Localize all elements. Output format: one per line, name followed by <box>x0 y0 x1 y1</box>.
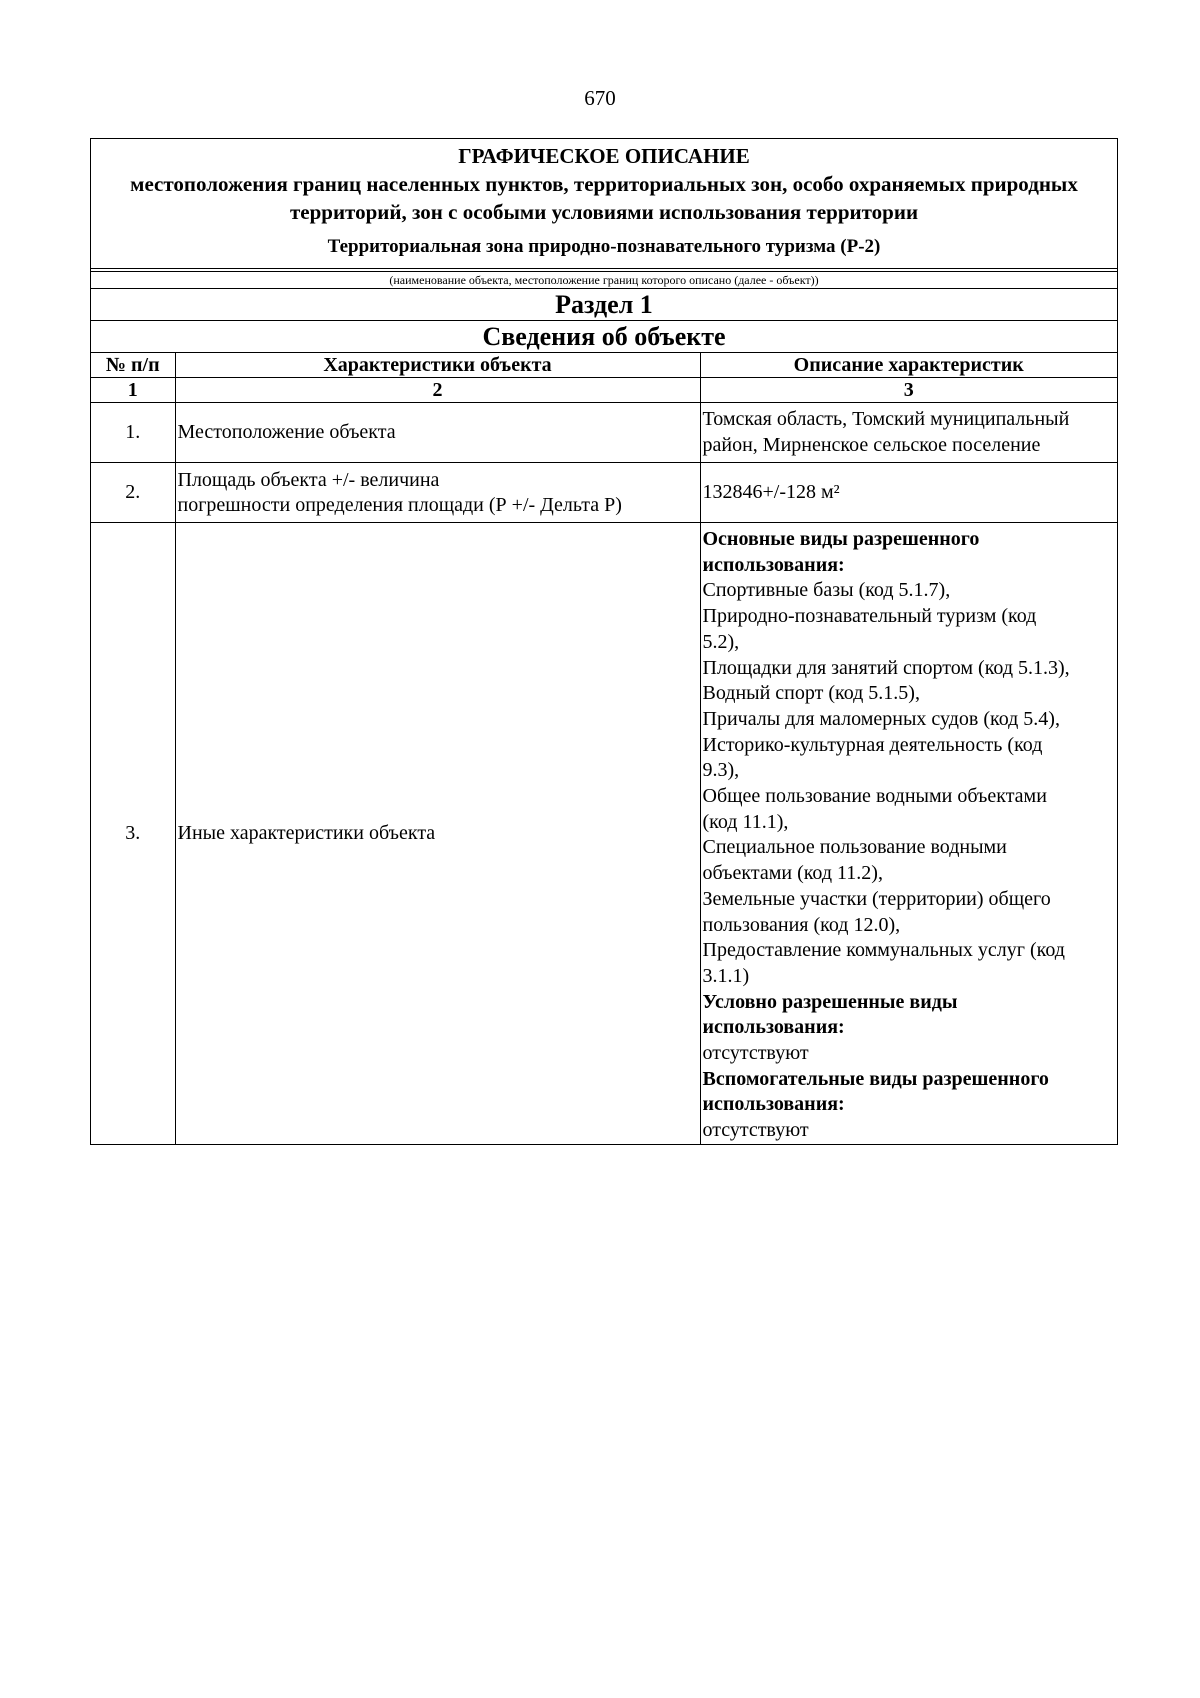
row-description: 132846+/-128 м² <box>700 463 1117 523</box>
description-line: Предоставление коммунальных услуг (код <box>702 939 1065 962</box>
description-line: Площадки для занятий спортом (код 5.1.3), <box>702 656 1070 679</box>
row-number: 3. <box>91 523 175 1144</box>
description-line: отсутствуют <box>702 1119 809 1142</box>
description-heading: использования: <box>702 553 845 576</box>
description-heading: использования: <box>702 1016 845 1039</box>
page-number: 670 <box>584 86 616 110</box>
section-subtitle: Сведения об объекте <box>91 321 1117 353</box>
object-name: Территориальная зона природно-познавательного туризма (Р-2) <box>327 236 881 257</box>
description-line: 9.3), <box>702 759 740 782</box>
row-characteristic: Местоположение объекта <box>175 403 700 463</box>
description-line: пользования (код 12.0), <box>702 913 901 936</box>
description-heading: использования: <box>702 1093 845 1116</box>
header-description: Описание характеристик <box>700 353 1117 378</box>
table-header-row <box>91 353 1117 378</box>
document-header <box>91 139 1117 269</box>
description-line: Спортивные базы (код 5.1.7), <box>702 579 951 602</box>
header-characteristic: Характеристики объекта <box>175 353 700 378</box>
description-line: Историко-культурная деятельность (код <box>702 733 1043 756</box>
column-number-3: 3 <box>700 378 1117 403</box>
object-caption: (наименование объекта, местоположение границ которого описано (далее - объект)) <box>91 271 1117 289</box>
table-row <box>91 523 1117 1144</box>
document-subtitle: местоположения границ населенных пунктов, территориальных зон, особо охраняемых природных территорий, зон с особыми условиями использования территории <box>130 172 1078 224</box>
section-title: Раздел 1 <box>91 289 1117 321</box>
description-heading: Условно разрешенные виды <box>702 990 958 1013</box>
description-line: Томская область, Томский муниципальный <box>702 407 1070 430</box>
table-row <box>91 463 1117 523</box>
description-line: Причалы для маломерных судов (код 5.4), <box>702 707 1060 730</box>
description-line: (код 11.1), <box>702 810 789 833</box>
description-line: Природно-познавательный туризм (код <box>702 605 1037 628</box>
description-line: Водный спорт (код 5.1.5), <box>702 682 920 705</box>
characteristic-line: Площадь объекта +/- величина <box>177 468 440 491</box>
description-line: район, Мирненское сельское поселение <box>702 433 1041 456</box>
document-frame <box>90 138 1118 1145</box>
row-number: 1. <box>91 403 175 463</box>
column-number-1: 1 <box>91 378 175 403</box>
document-title: ГРАФИЧЕСКОЕ ОПИСАНИЕ <box>458 144 750 168</box>
row-description <box>700 523 1117 1144</box>
object-info-table <box>91 353 1117 1144</box>
description-line: Специальное пользование водными <box>702 836 1007 859</box>
row-characteristic: Иные характеристики объекта <box>175 523 700 1144</box>
column-number-row <box>91 378 1117 403</box>
description-line: отсутствуют <box>702 1042 809 1065</box>
column-number-2: 2 <box>175 378 700 403</box>
description-line: 3.1.1) <box>702 964 750 987</box>
table-row <box>91 403 1117 463</box>
description-heading: Основные виды разрешенного <box>702 528 980 550</box>
description-line: 5.2), <box>702 630 740 653</box>
description-line: объектами (код 11.2), <box>702 862 883 885</box>
row-number: 2. <box>91 463 175 523</box>
header-number: № п/п <box>91 353 175 378</box>
description-line: Общее пользование водными объектами <box>702 785 1047 808</box>
characteristic-line: погрешности определения площади (Р +/- Дельта Р) <box>177 493 622 516</box>
description-heading: Вспомогательные виды разрешенного <box>702 1067 1049 1090</box>
row-description <box>700 403 1117 463</box>
row-characteristic <box>175 463 700 523</box>
description-line: Земельные участки (территории) общего <box>702 887 1051 910</box>
